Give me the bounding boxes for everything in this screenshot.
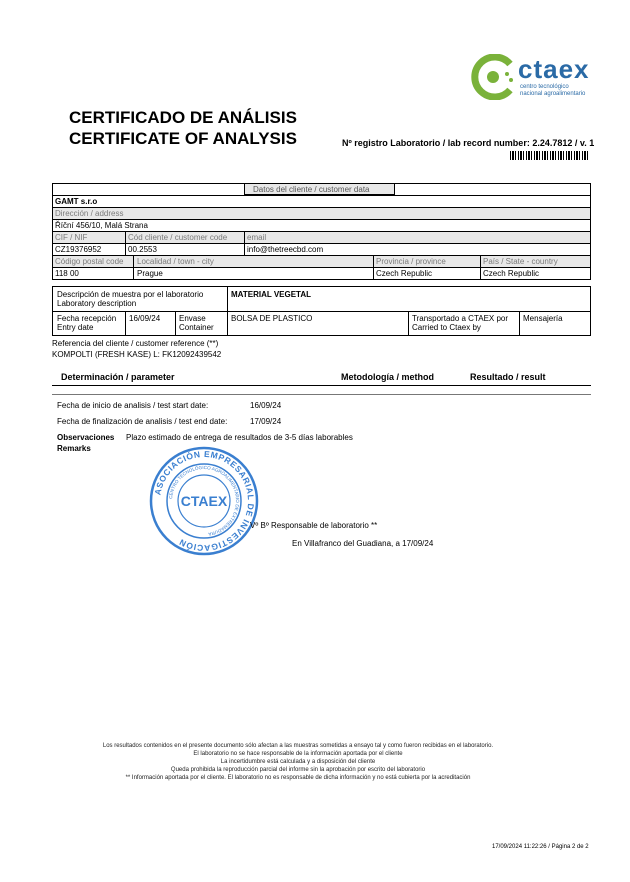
start-date-label: Fecha de inicio de analisis / test start date: (57, 401, 209, 410)
customer-ref-label: Referencia del cliente / customer reference (**) (52, 339, 219, 348)
email-label: email (247, 233, 267, 242)
stamp-inner-text: CENTRO TECNOLÓGICO AGROALIMENTARIO DE EXTREMADURA (168, 464, 241, 537)
carried-value: Mensajería (523, 314, 563, 323)
remarks-label-1: Observaciones (57, 433, 115, 442)
place-date-text: En Villafranco del Guadiana, a 17/09/24 (292, 539, 434, 548)
barcode (510, 151, 590, 160)
town-label: Localidad / town - city (137, 257, 214, 266)
remarks-text: Plazo estimado de entrega de resultados de 3-5 días laborables (126, 433, 353, 442)
stamp-outer-text: ASOCIACIÓN EMPRESARIAL DE INVESTIGACIÓN (152, 448, 257, 554)
lab-record-number: 2.24.7812 (532, 138, 573, 148)
footer-line-3: La incertidumbre está calculada y a disposición del cliente (220, 759, 376, 765)
end-date-value: 17/09/24 (250, 417, 282, 426)
country-label: País / State - country (483, 257, 558, 266)
footer-line-5: ** Información aportada por el cliente. El laboratorio no es responsable de dicha información y no está cubierta por la acreditación (125, 775, 471, 781)
param-header: Determinación / parameter (61, 372, 175, 382)
footer-line-2: El laboratorio no se hace responsable de la información aportada por el cliente (193, 751, 403, 757)
sample-desc-label-1: Descripción de muestra por el laboratorio (57, 290, 204, 299)
page-number: / Página 2 de 2 (548, 844, 589, 850)
title-en: CERTIFICATE OF ANALYSIS (69, 129, 297, 148)
start-date-value: 16/09/24 (250, 401, 282, 410)
container-label-2: Container (179, 323, 214, 332)
title-es: CERTIFICADO DE ANÁLISIS (69, 108, 297, 127)
cif-value: CZ19376952 (55, 245, 102, 254)
remarks-label-2: Remarks (57, 444, 91, 453)
postal-value: 118 00 (55, 269, 79, 278)
postal-label: Código postal code (55, 257, 124, 266)
stamp-center-text: CTAEX (180, 493, 228, 509)
cif-label: CIF / NIF (55, 233, 88, 242)
entry-label-2: Entry date (57, 323, 94, 332)
town-value: Prague (137, 269, 163, 278)
container-label-1: Envase (179, 314, 206, 323)
logo-tagline-2: nacional agroalimentario (520, 91, 586, 97)
carried-label-1: Transportado a CTAEX por (412, 314, 509, 323)
lab-record-label: Nº registro Laboratorio / lab record number: (342, 138, 530, 148)
logo-tagline-1: centro tecnológico (520, 84, 569, 90)
province-label: Provincia / province (376, 257, 446, 266)
ctaex-stamp (148, 445, 260, 557)
email-value: info@thetreecbd.com (247, 245, 324, 254)
customer-code-value: 00.2553 (128, 245, 157, 254)
results-header (52, 366, 591, 386)
customer-section-title: Datos del cliente / customer data (253, 185, 370, 194)
page-footer (492, 844, 589, 850)
end-date-label: Fecha de finalización de analisis / test end date: (57, 417, 228, 426)
province-value: Czech Republic (376, 269, 433, 278)
customer-name: GAMT s.r.o (55, 197, 98, 206)
footer-line-4: Queda prohibida la reproducción parcial del informe sin la aprobación por escrito del laboratorio (170, 767, 426, 773)
customer-code-label: Cód cliente / customer code (128, 233, 228, 242)
logo-text: ctaex (518, 54, 590, 84)
lab-record (342, 138, 594, 148)
lab-record-version: / v. 1 (574, 138, 595, 148)
carried-label-2: Carried to Ctaex by (412, 323, 481, 332)
country-value: Czech Republic (483, 269, 540, 278)
timestamp: 17/09/2024 11:22:26 (492, 844, 547, 850)
result-header: Resultado / result (470, 372, 546, 382)
customer-ref-value: KOMPOLTI (FRESH KASE) L: FK12092439542 (52, 350, 222, 359)
sample-desc-label-2: Laboratory description (57, 299, 137, 308)
address-value: Říční 456/10, Malá Strana (55, 221, 148, 230)
sample-desc-value: MATERIAL VEGETAL (231, 290, 311, 299)
method-header: Metodología / method (341, 372, 434, 382)
entry-label-1: Fecha recepción (57, 314, 117, 323)
footer-line-1: Los resultados contenidos en el presente documento sólo afectan a las muestras sometidas a ensayo tal y como fueron recibidas en el laboratorio. (102, 743, 494, 749)
approval-text: Vº Bº Responsable de laboratorio ** (250, 521, 378, 530)
entry-date-value: 16/09/24 (129, 314, 161, 323)
logo-mark-icon (470, 54, 516, 100)
container-value: BOLSA DE PLASTICO (231, 314, 313, 323)
address-label: Dirección / address (55, 209, 124, 218)
ctaex-logo (470, 52, 600, 102)
